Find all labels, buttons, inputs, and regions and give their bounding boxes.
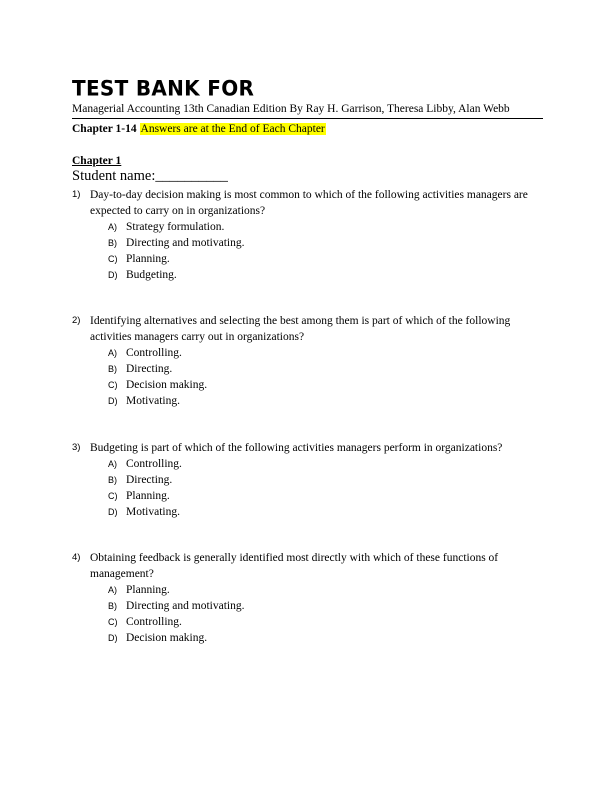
chapter-heading: Chapter 1: [72, 155, 122, 167]
option-text: Motivating.: [126, 506, 180, 518]
option-label: A): [108, 222, 117, 232]
option-label: D): [108, 507, 118, 517]
option-label: A): [108, 348, 117, 358]
option-text: Controlling.: [126, 347, 182, 359]
option-label: C): [108, 491, 118, 501]
option-text: Budgeting.: [126, 269, 177, 281]
question-text: Budgeting is part of which of the following activities managers perform in organizations?: [90, 442, 503, 454]
option-text: Strategy formulation.: [126, 221, 225, 233]
option-label: A): [108, 459, 117, 469]
page-title: TEST BANK FOR: [72, 75, 255, 101]
question-text: Obtaining feedback is generally identified most directly with which of these functions of management?: [90, 552, 499, 580]
option-label: D): [108, 633, 118, 643]
option-text: Decision making.: [126, 379, 208, 391]
option-text: Directing.: [126, 363, 173, 375]
option-label: B): [108, 238, 117, 248]
question-number: 4): [72, 552, 81, 563]
option-label: C): [108, 254, 118, 264]
option-label: C): [108, 617, 118, 627]
question-text: Day-to-day decision making is most common to which of the following activities managers are expected to carry on in organizations?: [90, 189, 528, 217]
option-label: B): [108, 364, 117, 374]
option-text: Planning.: [126, 253, 170, 265]
option-label: B): [108, 601, 117, 611]
option-text: Controlling.: [126, 616, 182, 628]
header-divider: [72, 118, 543, 119]
option-text: Directing and motivating.: [126, 237, 245, 249]
option-text: Motivating.: [126, 395, 180, 407]
option-text: Directing.: [126, 474, 173, 486]
option-text: Decision making.: [126, 632, 208, 644]
option-label: A): [108, 585, 117, 595]
option-text: Planning.: [126, 490, 170, 502]
answers-note: Answers are at the End of Each Chapter: [140, 123, 325, 135]
option-label: C): [108, 380, 118, 390]
question-number: 2): [72, 315, 81, 326]
chapter-range-line: [72, 122, 326, 136]
chapter-range: Chapter 1-14: [72, 123, 137, 135]
student-name-field: Student name:__________: [72, 168, 228, 184]
book-subtitle: Managerial Accounting 13th Canadian Edition By Ray H. Garrison, Theresa Libby, Alan Webb: [72, 103, 510, 115]
option-text: Planning.: [126, 584, 170, 596]
question-number: 3): [72, 442, 81, 453]
question-text: Identifying alternatives and selecting the best among them is part of which of the following activities managers carry out in organizations?: [90, 315, 511, 343]
option-label: B): [108, 475, 117, 485]
option-text: Controlling.: [126, 458, 182, 470]
option-text: Directing and motivating.: [126, 600, 245, 612]
question-number: 1): [72, 189, 81, 200]
option-label: D): [108, 270, 118, 280]
option-label: D): [108, 396, 118, 406]
